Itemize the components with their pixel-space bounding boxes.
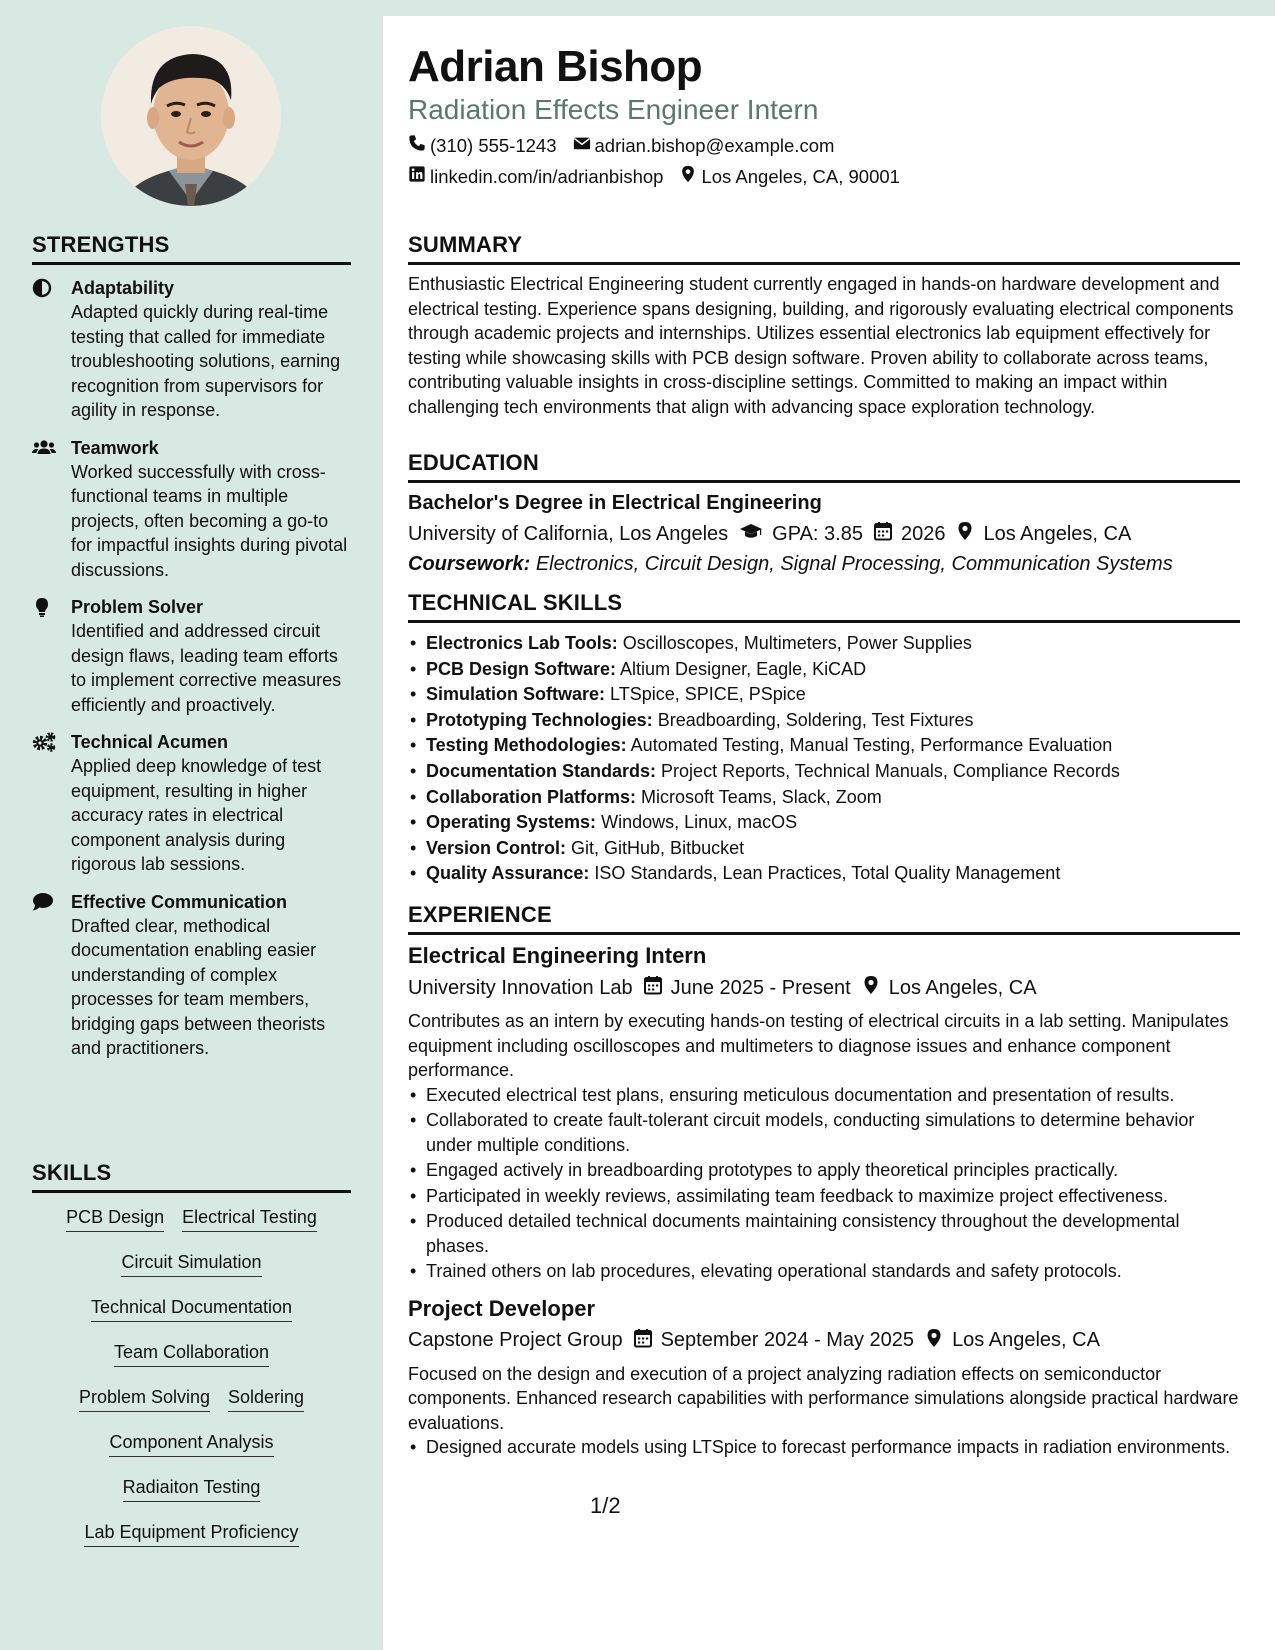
skill-value: Oscilloscopes, Multimeters, Power Supplies (622, 633, 972, 653)
skill-value: Project Reports, Technical Manuals, Compliance Records (661, 760, 1120, 781)
skill-tag: Component Analysis (109, 1430, 273, 1457)
skill-tag: Electrical Testing (182, 1205, 317, 1232)
strengths-heading: STRENGTHS (32, 232, 351, 265)
envelope-icon (573, 134, 591, 157)
gpa-text: GPA: 3.85 (772, 522, 863, 545)
strength-title: Effective Communication (71, 891, 288, 912)
job-description: Contributes as an intern by executing hands-on testing of electrical circuits in a lab setting. Manipulates equipment including oscilloscopes and multimeters to diagnose issues and enhance component performance. (408, 1011, 1229, 1080)
year-item (873, 521, 946, 547)
graduation-cap-icon (738, 521, 764, 547)
skill-value: ISO Standards, Lean Practices, Total Quality Management (594, 863, 1061, 884)
skill-tag: Technical Documentation (91, 1295, 292, 1322)
avatar (101, 26, 281, 206)
phone-contact (408, 134, 557, 157)
skill-label: PCB Design Software: (426, 658, 617, 679)
candidate-role: Radiation Effects Engineer Intern (408, 94, 819, 125)
coursework (408, 553, 1240, 576)
skills-heading: SKILLS (32, 1160, 351, 1193)
skill-label: Testing Methodologies: (426, 735, 627, 756)
calendar-icon (873, 521, 893, 547)
coursework-text: Electronics, Circuit Design, Signal Processing, Communication Systems (535, 553, 1173, 575)
list-item (408, 861, 1240, 887)
skill-label: Quality Assurance: (426, 863, 590, 884)
skill-label: Prototyping Technologies: (426, 709, 653, 730)
list-item (408, 785, 1240, 811)
phone-text: (310) 555-1243 (430, 134, 557, 156)
summary-text: Enthusiastic Electrical Engineering student currently engaged in hands-on hardware development and electrical testing. Experience spans designing, building, and rigorously evaluating electrical components through academic projects and internships. Utilizes essential electronics lab equipment effectively for testing while showcasing skills with PCB design software. Proven ability to collaborate across teams, contributing valuable insights in cross-discipline settings. Committed to making an impact within challenging tech environments that align with advancing space exploration technology. (408, 274, 1234, 417)
list-item (408, 631, 1240, 657)
list-item: • Designed accurate models using LTSpice to forecast performance impacts in radiation environments. (408, 1435, 1240, 1460)
phone-icon (408, 134, 426, 157)
strength-title: Technical Acumen (71, 732, 229, 752)
education-heading: EDUCATION (408, 450, 1240, 483)
job-bullets (408, 1435, 1240, 1460)
skill-label: Electronics Lab Tools: (426, 633, 618, 653)
job-dates-item (633, 1328, 915, 1354)
job-title: Electrical Engineering Intern (408, 943, 707, 968)
strength-description: Drafted clear, methodical documentation enabling easier understanding of complex processes for team members, bridging gaps between theorists and practitioners. (71, 915, 326, 1058)
skills-tags (32, 1205, 351, 1565)
linkedin-contact[interactable] (408, 165, 663, 188)
map-pin-icon (955, 521, 975, 547)
job-location-item (861, 975, 1037, 1001)
calendar-icon (633, 1328, 653, 1354)
technical-skills-section (408, 590, 1240, 887)
map-pin-icon (924, 1328, 944, 1354)
skill-value: Windows, Linux, macOS (601, 812, 798, 833)
list-item: • Trained others on lab procedures, elevating operational standards and safety protocols. (408, 1259, 1240, 1284)
school-name: University of California, Los Angeles (408, 522, 729, 545)
skill-label: Collaboration Platforms: (426, 786, 637, 807)
skill-value: Microsoft Teams, Slack, Zoom (641, 786, 882, 807)
strength-item (32, 437, 351, 583)
skill-value: LTSpice, SPICE, PSpice (610, 684, 806, 705)
experience-heading: EXPERIENCE (408, 902, 1240, 935)
main-content (383, 16, 1275, 1650)
sidebar (0, 0, 383, 1650)
edu-location-item (955, 521, 1131, 547)
gears-icon (32, 732, 56, 752)
job-org: University Innovation Lab (408, 976, 633, 999)
linkedin-icon (408, 165, 426, 188)
skill-value: Breadboarding, Soldering, Test Fixtures (657, 709, 974, 730)
skill-label: Documentation Standards: (426, 760, 657, 781)
skill-tag: Soldering (228, 1385, 304, 1412)
list-item (408, 708, 1240, 734)
email-contact[interactable] (573, 134, 835, 157)
strength-title: Teamwork (71, 437, 159, 458)
contact-row-2 (408, 165, 900, 188)
linkedin-text[interactable]: linkedin.com/in/adrianbishop (430, 165, 664, 187)
list-item (408, 733, 1240, 759)
list-item: • Participated in weekly reviews, assimilating team feedback to maximize project effectiveness. (408, 1184, 1240, 1209)
list-item (408, 657, 1240, 683)
list-item (408, 759, 1240, 785)
job-dates: September 2024 - May 2025 (660, 1329, 915, 1351)
list-item: • Engaged actively in breadboarding prototypes to apply theoretical principles practically. (408, 1158, 1240, 1183)
job-location-item (924, 1328, 1100, 1354)
job-meta (408, 975, 1240, 1001)
technical-skills-list (408, 631, 1240, 887)
job-location: Los Angeles, CA (888, 976, 1037, 999)
skill-tag: Team Collaboration (114, 1340, 269, 1367)
location-text: Los Angeles, CA, 90001 (701, 165, 900, 187)
page-number: 1/2 (590, 1493, 621, 1518)
strength-description: Applied deep knowledge of test equipment, resulting in higher accuracy rates in electrical component analysis during rigorous lab sessions. (71, 756, 322, 874)
degree-title: Bachelor's Degree in Electrical Engineering (408, 492, 822, 514)
skill-value: Altium Designer, Eagle, KiCAD (620, 658, 867, 679)
job-location: Los Angeles, CA (952, 1329, 1100, 1351)
lightbulb-icon (32, 597, 56, 617)
skill-label: Version Control: (426, 837, 567, 858)
list-item (408, 682, 1240, 708)
list-item: • Produced detailed technical documents maintaining consistency throughout the developmental phases. (408, 1209, 1240, 1258)
strength-item (32, 891, 351, 1061)
strength-title: Problem Solver (71, 597, 204, 617)
skill-tag: Lab Equipment Proficiency (84, 1520, 298, 1547)
education-section (408, 450, 1240, 576)
job-dates-item (643, 975, 851, 1001)
job-meta (408, 1328, 1240, 1354)
skill-value: Git, GitHub, Bitbucket (571, 837, 745, 858)
map-pin-icon (679, 165, 697, 188)
summary-section (408, 232, 1240, 419)
edu-location-text: Los Angeles, CA (983, 522, 1132, 545)
skill-tag: Circuit Simulation (121, 1250, 261, 1277)
list-item (408, 836, 1240, 862)
technical-skills-heading: TECHNICAL SKILLS (408, 590, 1240, 623)
strength-description: Identified and addressed circuit design flaws, leading team efforts to implement corrective measures efficiently and proactively. (71, 621, 342, 715)
strengths-section (32, 232, 351, 1061)
strength-title: Adaptability (71, 278, 175, 298)
job-bullets (408, 1083, 1240, 1284)
strength-description: Worked successfully with cross-functional teams in multiple projects, often becoming a go-to for impactful insights during pivotal discussions. (71, 461, 348, 580)
year-text: 2026 (900, 522, 946, 545)
skill-label: Simulation Software: (426, 684, 606, 705)
list-item (408, 810, 1240, 836)
job-description: Focused on the design and execution of a project analyzing radiation effects on semiconductor components. Enhanced research capabilities with performance simulations alongside practical hardware evaluations. (408, 1363, 1239, 1433)
contact-row (408, 134, 834, 157)
strength-item (32, 731, 351, 877)
strength-description: Adapted quickly during real-time testing that called for immediate troubleshooting solutions, earning recognition from supervisors for agility in response. (71, 302, 341, 420)
skill-tag: Radiaiton Testing (123, 1475, 261, 1502)
skill-tag: Problem Solving (79, 1385, 210, 1412)
coursework-label: Coursework: (408, 553, 531, 575)
skill-label: Operating Systems: (426, 812, 597, 833)
location-contact (679, 165, 900, 188)
experience-section (408, 902, 1240, 1461)
job-dates: June 2025 - Present (670, 976, 851, 999)
skills-section (32, 1160, 351, 1565)
email-text[interactable]: adrian.bishop@example.com (594, 134, 835, 156)
profile-photo (101, 26, 281, 206)
skill-tag: PCB Design (66, 1205, 164, 1232)
calendar-icon (643, 975, 663, 1001)
map-pin-icon (861, 975, 881, 1001)
education-meta (408, 521, 1240, 547)
half-circle-icon (32, 278, 56, 298)
list-item: • Executed electrical test plans, ensuring meticulous documentation and presentation of results. (408, 1083, 1240, 1108)
candidate-name: Adrian Bishop (408, 42, 703, 91)
job-org: Capstone Project Group (408, 1329, 623, 1351)
strength-item (32, 277, 351, 423)
gpa-item (738, 521, 863, 547)
summary-heading: SUMMARY (408, 232, 1240, 265)
job-title: Project Developer (408, 1295, 596, 1321)
skill-value: Automated Testing, Manual Testing, Performance Evaluation (630, 735, 1113, 756)
list-item: • Collaborated to create fault-tolerant circuit models, conducting simulations to determine behavior under multiple conditions. (408, 1108, 1240, 1157)
comment-icon (32, 892, 56, 912)
strength-item (32, 596, 351, 717)
users-icon (32, 438, 56, 458)
